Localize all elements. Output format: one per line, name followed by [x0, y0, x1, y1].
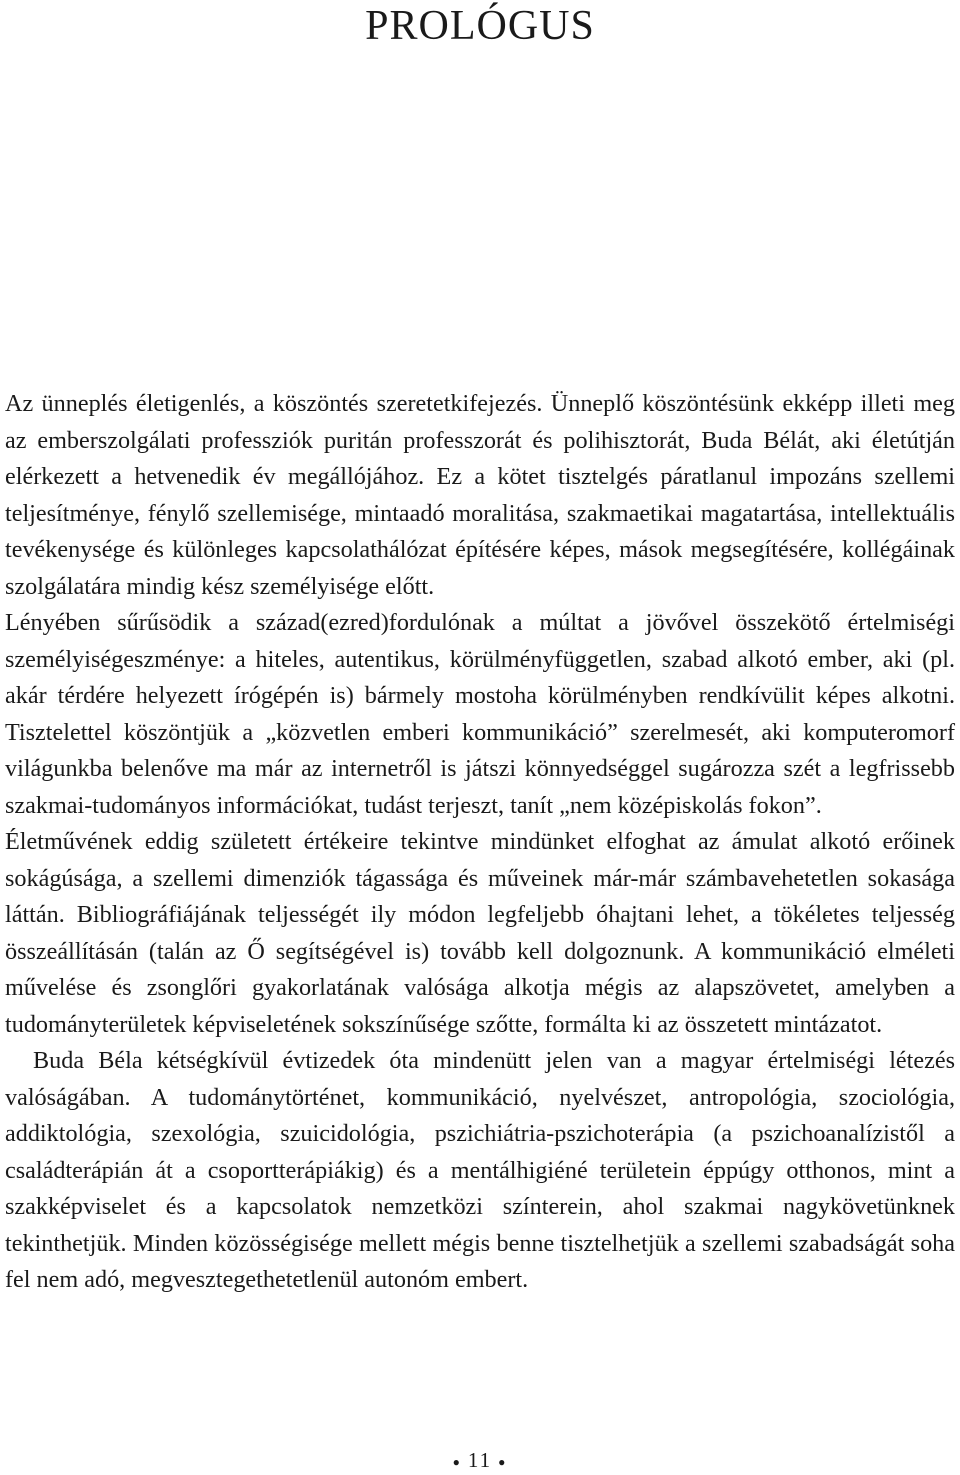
body-text — [5, 386, 955, 1299]
bullet-left-icon: ● — [452, 1455, 462, 1470]
page-number: 11 — [467, 1448, 493, 1472]
paragraph-3: Életművének eddig született értékeire tekintve mindünket elfoghat az ámulat alkotó erőinek sokágúsága, a szellemi dimenziók tágassága és műveinek már-már számbavehetetlen sokasága láttán. Bibliográfiájának teljességét ily módon legfeljebb óhajtani lehet, a tökéletes teljesség összeállításán (talán az Ő segítségével is) tovább kell dolgoznunk. A kommunikáció elméleti művelése és zsonglőri gyakorlatának valósága alkotja mégis az alapszövetet, amelyben a tudományterületek képviseletének sokszínűsége szőtte, formálta ki az összetett mintázatot. — [5, 828, 955, 1038]
paragraph-4: Buda Béla kétségkívül évtizedek óta mindenütt jelen van a magyar értelmiségi létezés valóságában. A tudománytörténet, kommunikáció, nyelvészet, antropológia, szociológia, addiktológia, szexológia, szuicidológia, pszichiátria-pszichoterápia (a pszichoanalízistől a családterápián át a csoportterápiákig) és a mentálhigiéné területein éppúgy otthonos, mint a szakképviselet és a kapcsolatok nemzetközi színterein, ahol szakmai nagykövetünknek tekinthetjük. Minden közösségisége mellett mégis benne tisztelhetjük a szellemi szabadságát soha fel nem adó, megvesztegethetetlenül autonóm embert. — [5, 1047, 955, 1293]
page-title: PROLÓGUS — [365, 3, 595, 49]
paragraph-1: Az ünneplés életigenlés, a köszöntés szeretetkifejezés. Ünneplő köszöntésünk ekképp illeti meg az emberszolgálati professziók puritán professzorát és polihisztorát, Buda Bélát, aki életútján elérkezett a hetvenedik év megállójához. Ez a kötet tisztelgés páratlanul impozáns szellemi teljesítménye, fénylő szellemisége, mintaadó moralitása, szakmaetikai magatartása, intellektuális tevékenysége és különleges kapcsolathálózat építésére képes, mások megsegítésére, kollégáinak szolgálatára mindig kész személyisége előtt. — [5, 390, 955, 600]
page-number-footer — [0, 1447, 960, 1475]
bullet-right-icon: ● — [498, 1455, 508, 1470]
paragraph-2: Lényében sűrűsödik a század(ezred)fordulónak a múltat a jövővel összekötő értelmiségi személyiségeszménye: a hiteles, autentikus, körülményfüggetlen, szabad alkotó ember, aki (pl. akár térdére helyezett írógépén is) bármely mostoha körülményben rendkívülit képes alkotni. Tisztelettel köszöntjük a „közvetlen emberi kommunikáció” szerelmesét, aki komputeromorf világunkba belenőve ma már az internetről is játszi könnyedséggel sugározza szét a legfrissebb szakmai-tudományos információkat, tudást terjeszt, tanít „nem középiskolás fokon”. — [5, 609, 955, 819]
